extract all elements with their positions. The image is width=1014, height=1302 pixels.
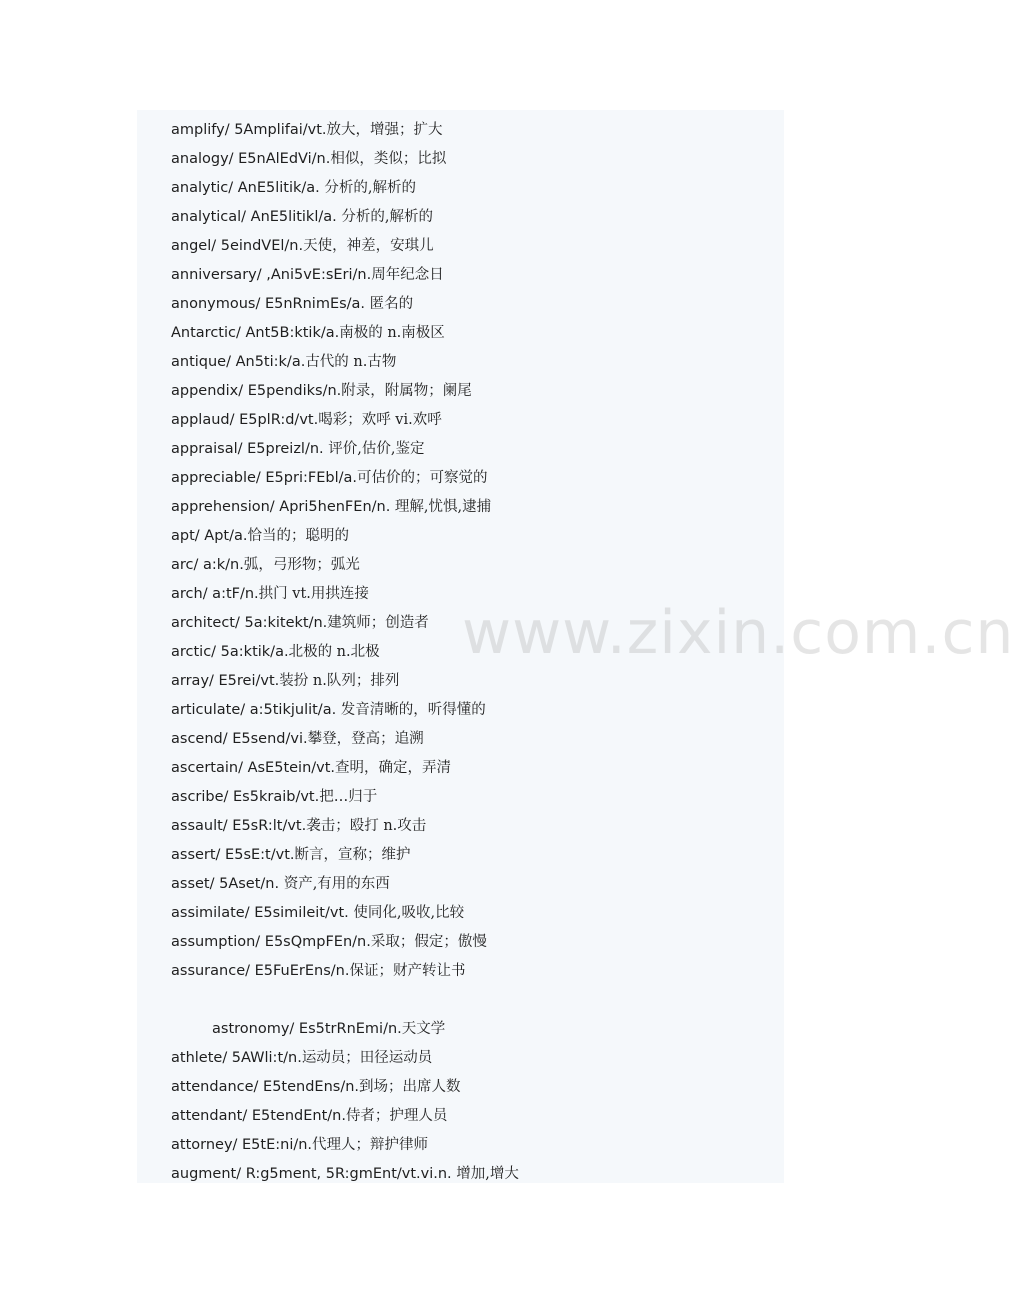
vocab-entry bbox=[171, 1044, 519, 1073]
entry-word: appreciable/ E5pri:FEbl/a. bbox=[171, 470, 357, 486]
entry-definition: 袭击；殴打 n.攻击 bbox=[306, 818, 427, 834]
entry-definition: 保证；财产转让书 bbox=[349, 963, 466, 979]
entry-word: applaud/ E5plR:d/vt. bbox=[171, 412, 319, 428]
entry-word: analytical/ AnE5litikl/a. bbox=[171, 209, 342, 225]
entry-definition: 周年纪念日 bbox=[371, 267, 444, 283]
entry-word: ascribe/ Es5kraib/vt. bbox=[171, 789, 320, 805]
entry-definition: 相似，类似；比拟 bbox=[330, 151, 447, 167]
vocab-entry bbox=[171, 841, 519, 870]
entry-definition: 到场；出席人数 bbox=[359, 1079, 461, 1095]
vocab-entry bbox=[171, 725, 519, 754]
vocab-entry bbox=[171, 754, 519, 783]
vocab-entry bbox=[171, 261, 519, 290]
entry-definition: 天使，神差，安琪儿 bbox=[303, 238, 434, 254]
entry-word: astronomy/ Es5trRnEmi/n. bbox=[212, 1021, 402, 1037]
entry-word: assimilate/ E5simileit/vt. bbox=[171, 905, 354, 921]
entry-definition: 理解,忧惧,逮捕 bbox=[394, 499, 492, 515]
entry-definition: 附录，附属物；阑尾 bbox=[341, 383, 472, 399]
entry-word: appendix/ E5pendiks/n. bbox=[171, 383, 342, 399]
entry-word: anniversary/ ,Ani5vE:sEri/n. bbox=[171, 267, 372, 283]
vocab-entry bbox=[171, 551, 519, 580]
vocab-entry bbox=[171, 348, 519, 377]
entry-definition: 侍者；护理人员 bbox=[345, 1108, 448, 1124]
vocab-entry bbox=[171, 464, 519, 493]
entry-word: appraisal/ E5preizl/n. bbox=[171, 441, 329, 457]
vocab-entry bbox=[171, 957, 519, 986]
entry-word: assumption/ E5sQmpFEn/n. bbox=[171, 934, 371, 950]
entry-word: analogy/ E5nAlEdVi/n. bbox=[171, 151, 331, 167]
watermark: www.zixin.com.cn bbox=[462, 598, 1014, 668]
entry-definition: 古代的 n.古物 bbox=[305, 354, 397, 370]
entry-word: ascertain/ AsE5tein/vt. bbox=[171, 760, 336, 776]
entry-word: assert/ E5sE:t/vt. bbox=[171, 847, 295, 863]
vocab-entry bbox=[171, 1102, 519, 1131]
entry-word: ascend/ E5send/vi. bbox=[171, 731, 308, 747]
entry-definition: 分析的,解析的 bbox=[324, 180, 417, 196]
entry-definition: 南极的 n.南极区 bbox=[339, 325, 445, 341]
vocab-entry bbox=[171, 203, 519, 232]
vocab-entry bbox=[171, 609, 519, 638]
vocab-entry bbox=[171, 928, 519, 957]
vocab-entry bbox=[171, 812, 519, 841]
entry-word: apprehension/ Apri5henFEn/n. bbox=[171, 499, 395, 515]
entry-definition: 使同化,吸收,比较 bbox=[353, 905, 465, 921]
entry-definition: 运动员；田径运动员 bbox=[301, 1050, 433, 1066]
vocab-entry bbox=[171, 1073, 519, 1102]
vocab-entry bbox=[171, 290, 519, 319]
entry-definition: 增加,增大 bbox=[456, 1166, 519, 1182]
entry-word: arctic/ 5a:ktik/a. bbox=[171, 644, 289, 660]
entry-word: athlete/ 5AWli:t/n. bbox=[171, 1050, 302, 1066]
entry-word: articulate/ a:5tikjulit/a. bbox=[171, 702, 341, 718]
entry-word: assault/ E5sR:lt/vt. bbox=[171, 818, 307, 834]
entry-definition: 弧，弓形物；弧光 bbox=[243, 557, 360, 573]
vocab-entry bbox=[171, 899, 519, 928]
entry-word: antique/ An5ti:k/a. bbox=[171, 354, 306, 370]
entry-definition: 恰当的；聪明的 bbox=[247, 528, 349, 544]
entry-definition: 断言，宣称；维护 bbox=[294, 847, 411, 863]
entry-definition: 资产,有用的东西 bbox=[283, 876, 390, 892]
vocab-entry bbox=[171, 522, 519, 551]
vocab-entry bbox=[171, 435, 519, 464]
vocab-entry bbox=[171, 580, 519, 609]
entry-word: architect/ 5a:kitekt/n. bbox=[171, 615, 328, 631]
vocab-entry bbox=[171, 174, 519, 203]
entry-definition: 可估价的；可察觉的 bbox=[356, 470, 488, 486]
vocab-entry bbox=[171, 319, 519, 348]
entry-definition: 装扮 n.队列；排列 bbox=[279, 673, 400, 689]
vocabulary-list bbox=[171, 116, 519, 1189]
entry-word: Antarctic/ Ant5B:ktik/a. bbox=[171, 325, 340, 341]
vocab-entry bbox=[171, 493, 519, 522]
entry-word: apt/ Apt/a. bbox=[171, 528, 248, 544]
entry-definition: 喝彩；欢呼 vi.欢呼 bbox=[318, 412, 442, 428]
entry-definition: 查明，确定，弄清 bbox=[335, 760, 452, 776]
vocab-entry bbox=[171, 377, 519, 406]
vocab-entry bbox=[171, 783, 519, 812]
entry-definition: 攀登，登高；追溯 bbox=[307, 731, 424, 747]
entry-word: angel/ 5eindVEl/n. bbox=[171, 238, 304, 254]
entry-word: attendant/ E5tendEnt/n. bbox=[171, 1108, 346, 1124]
entry-word: amplify/ 5Amplifai/vt. bbox=[171, 122, 327, 138]
vocab-entry bbox=[171, 406, 519, 435]
entry-definition: 拱门 vt.用拱连接 bbox=[258, 586, 369, 602]
vocab-entry bbox=[171, 696, 519, 725]
entry-definition: 代理人；辩护律师 bbox=[312, 1137, 429, 1153]
vocab-entry bbox=[171, 1015, 519, 1044]
entry-definition: 匿名的 bbox=[369, 296, 414, 312]
entry-definition: 天文学 bbox=[401, 1021, 446, 1037]
entry-word: arch/ a:tF/n. bbox=[171, 586, 259, 602]
entry-definition: 发音清晰的，听得懂的 bbox=[340, 702, 486, 718]
entry-word: attendance/ E5tendEns/n. bbox=[171, 1079, 360, 1095]
entry-word: attorney/ E5tE:ni/n. bbox=[171, 1137, 313, 1153]
entry-definition: 放大，增强；扩大 bbox=[326, 122, 443, 138]
vocab-entry bbox=[171, 638, 519, 667]
entry-word: arc/ a:k/n. bbox=[171, 557, 244, 573]
entry-definition: 把…归于 bbox=[319, 789, 378, 805]
vocab-entry bbox=[171, 1160, 519, 1189]
entry-word: array/ E5rei/vt. bbox=[171, 673, 280, 689]
entry-definition: 评价,估价,鉴定 bbox=[328, 441, 425, 457]
vocab-entry bbox=[171, 145, 519, 174]
vocab-entry bbox=[171, 667, 519, 696]
entry-definition: 建筑师；创造者 bbox=[327, 615, 429, 631]
entry-word: analytic/ AnE5litik/a. bbox=[171, 180, 325, 196]
vocab-entry bbox=[171, 1131, 519, 1160]
entry-word: assurance/ E5FuErEns/n. bbox=[171, 963, 350, 979]
entry-definition: 分析的,解析的 bbox=[341, 209, 433, 225]
vocab-entry bbox=[171, 232, 519, 261]
entry-definition: 采取；假定；傲慢 bbox=[370, 934, 487, 950]
vocab-entry bbox=[171, 870, 519, 899]
vocab-entry bbox=[171, 116, 519, 145]
entry-definition: 北极的 n.北极 bbox=[288, 644, 380, 660]
entry-word: augment/ R:g5ment, 5R:gmEnt/vt.vi.n. bbox=[171, 1166, 457, 1182]
entry-word: asset/ 5Aset/n. bbox=[171, 876, 284, 892]
entry-word: anonymous/ E5nRnimEs/a. bbox=[171, 296, 370, 312]
